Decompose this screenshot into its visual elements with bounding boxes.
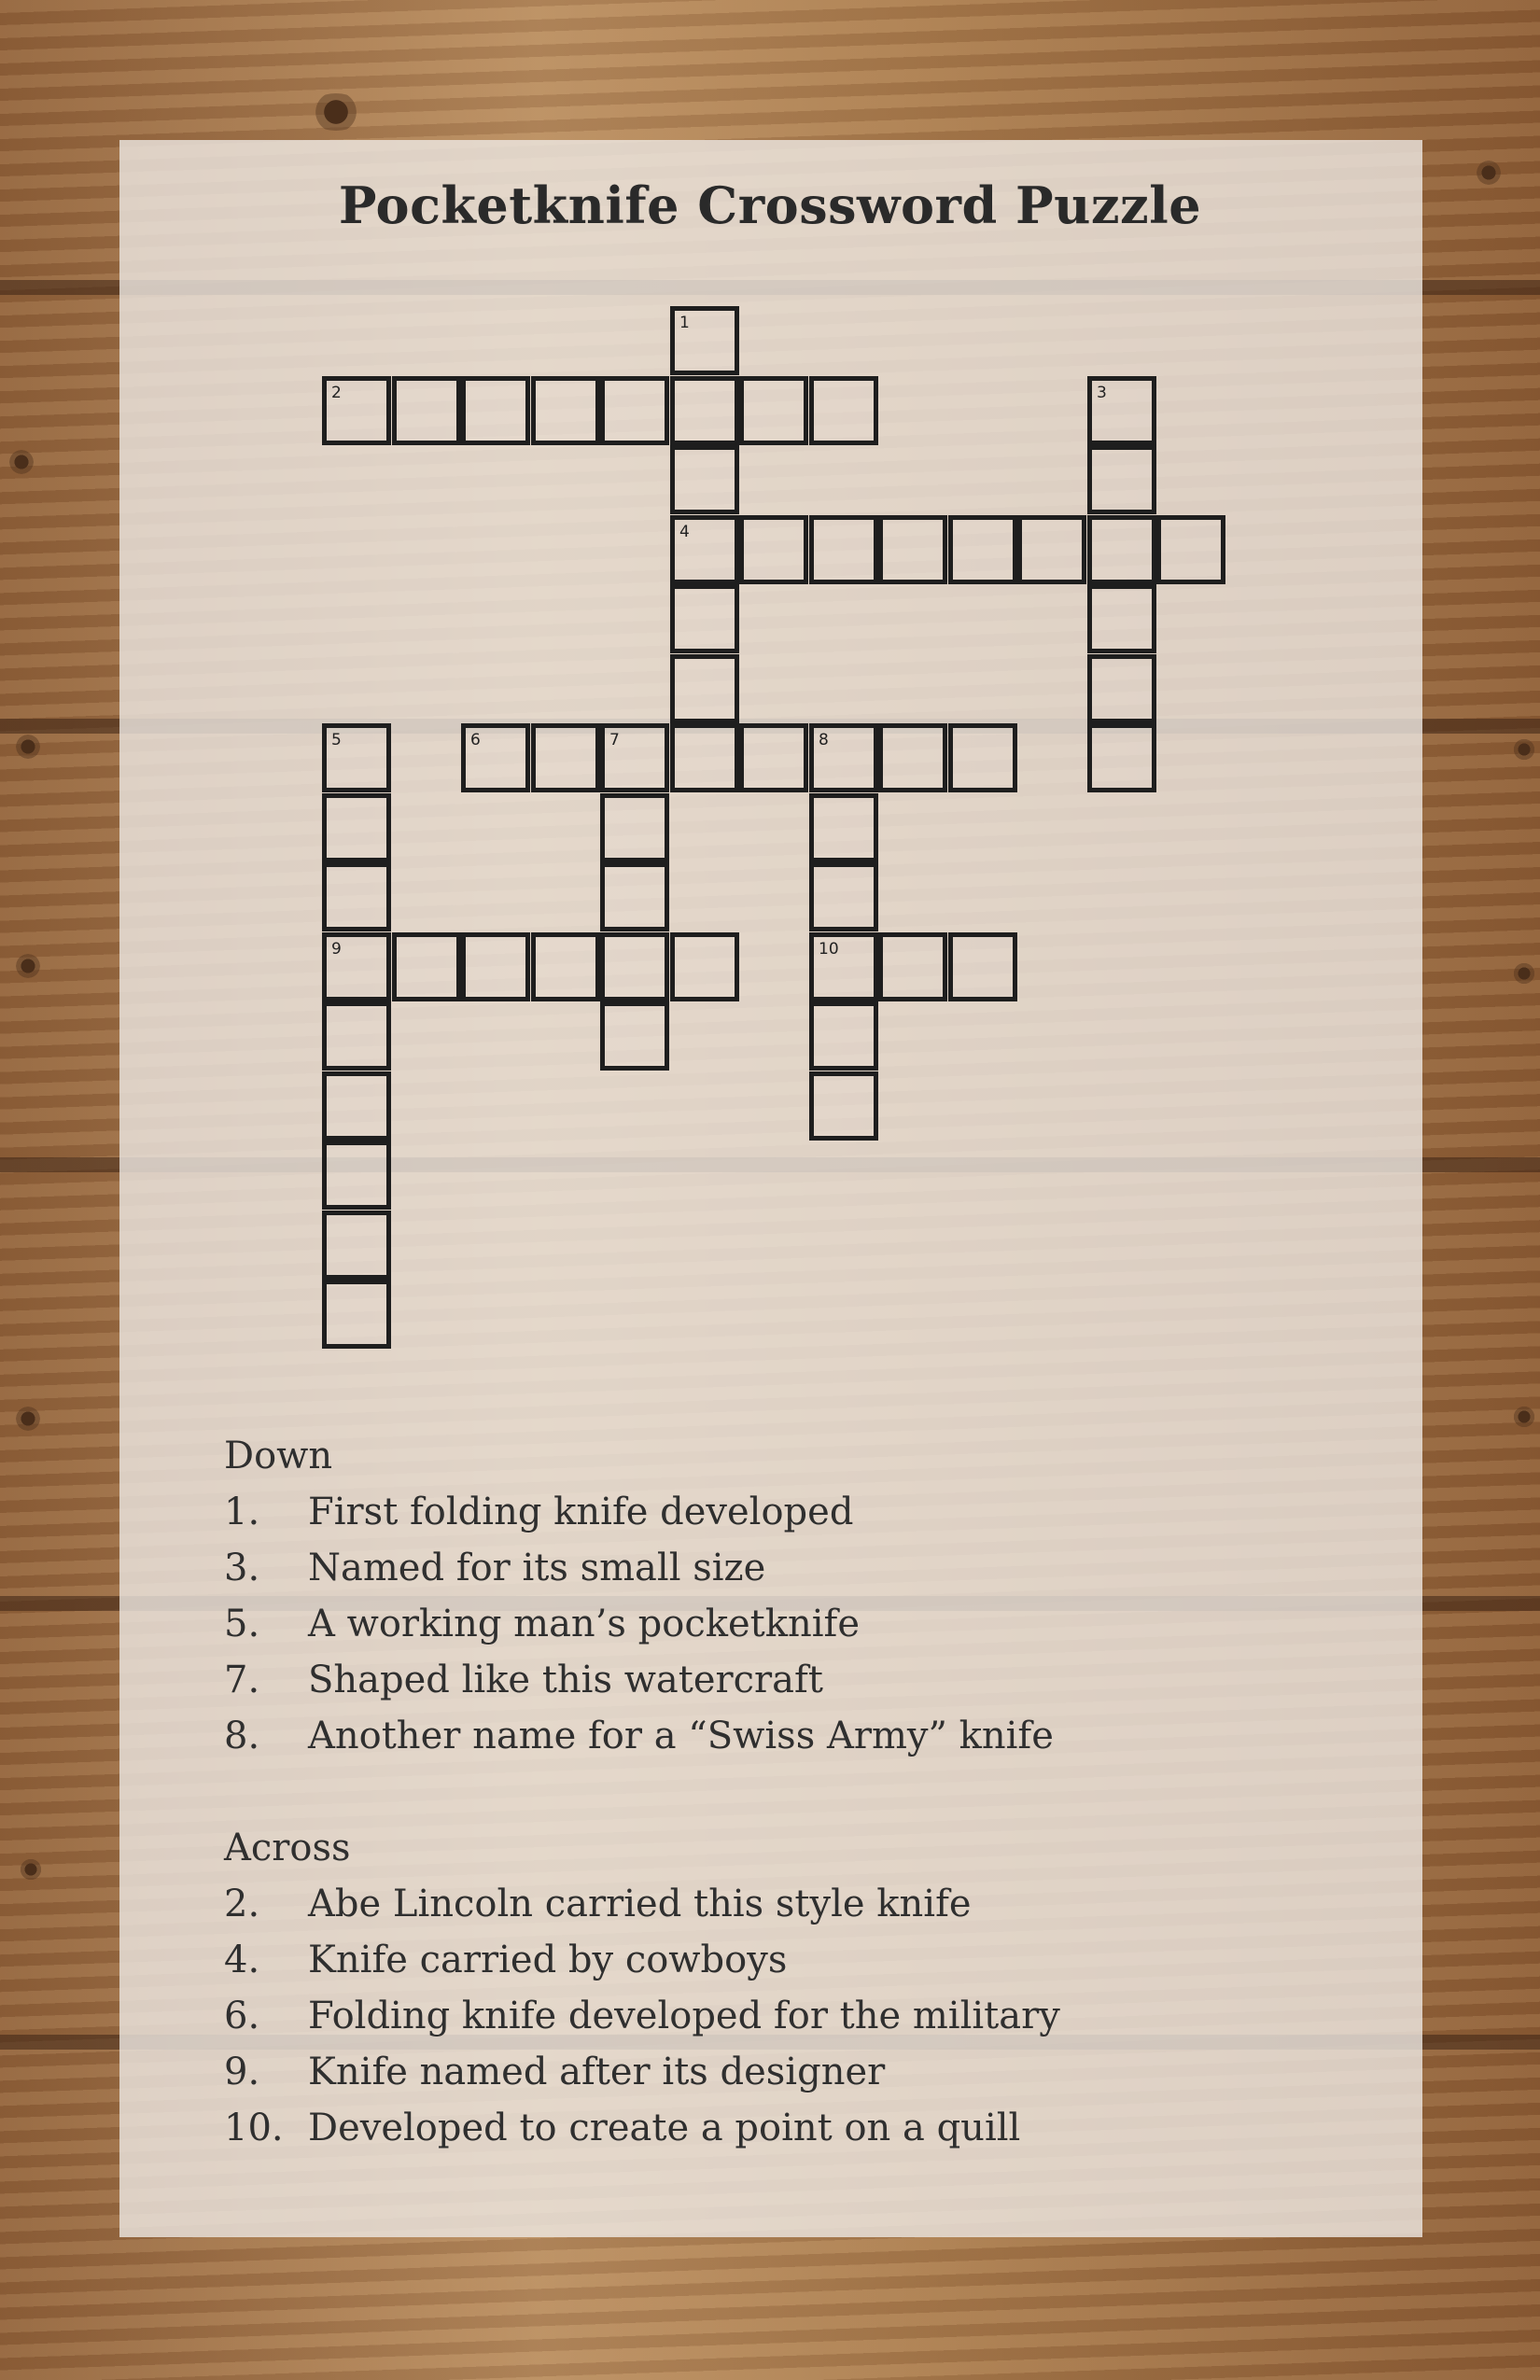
crossword-cell[interactable] bbox=[461, 376, 530, 445]
across-clue bbox=[224, 1932, 1344, 1988]
crossword-cell[interactable] bbox=[739, 723, 808, 792]
cell-number: 5 bbox=[331, 731, 342, 749]
crossword-cell[interactable] bbox=[670, 654, 739, 723]
clue-text: Named for its small size bbox=[308, 1547, 766, 1589]
clue-number: 4. bbox=[224, 1939, 260, 1981]
crossword-cell[interactable] bbox=[600, 932, 669, 1001]
crossword-cell[interactable] bbox=[322, 723, 391, 792]
down-clue bbox=[224, 1652, 1344, 1708]
clue-text: Folding knife developed for the military bbox=[308, 1995, 1060, 2037]
crossword-cell[interactable] bbox=[1087, 584, 1156, 653]
down-clue bbox=[224, 1540, 1344, 1596]
clue-list bbox=[224, 1428, 1344, 2156]
across-clue bbox=[224, 1988, 1344, 2044]
wood-knot-decoration bbox=[19, 1857, 43, 1882]
clue-number: 10. bbox=[224, 2107, 284, 2149]
crossword-cell[interactable] bbox=[809, 515, 878, 584]
wood-knot-decoration bbox=[14, 1405, 42, 1433]
crossword-cell[interactable] bbox=[322, 1071, 391, 1141]
clue-text: Developed to create a point on a quill bbox=[308, 2107, 1021, 2149]
crossword-cell[interactable] bbox=[322, 1141, 391, 1210]
down-heading: Down bbox=[224, 1435, 333, 1477]
crossword-cell[interactable] bbox=[670, 932, 739, 1001]
crossword-cell[interactable] bbox=[809, 932, 878, 1001]
crossword-cell[interactable] bbox=[322, 376, 391, 445]
clue-text: Shaped like this watercraft bbox=[308, 1659, 823, 1701]
cell-number: 7 bbox=[609, 731, 620, 749]
crossword-cell[interactable] bbox=[809, 793, 878, 862]
crossword-cell[interactable] bbox=[948, 515, 1017, 584]
crossword-cell[interactable] bbox=[1087, 723, 1156, 792]
crossword-cell[interactable] bbox=[878, 932, 947, 1001]
crossword-cell[interactable] bbox=[1087, 654, 1156, 723]
crossword-cell[interactable] bbox=[392, 932, 461, 1001]
clue-number: 9. bbox=[224, 2051, 260, 2093]
crossword-cell[interactable] bbox=[878, 515, 947, 584]
crossword-cell[interactable] bbox=[600, 1001, 669, 1071]
crossword-cell[interactable] bbox=[461, 932, 530, 1001]
crossword-cell[interactable] bbox=[670, 723, 739, 792]
clue-text: Knife carried by cowboys bbox=[308, 1939, 788, 1981]
crossword-cell[interactable] bbox=[531, 723, 600, 792]
clue-text: A working man’s pocketknife bbox=[308, 1603, 860, 1645]
clue-text: Another name for a “Swiss Army” knife bbox=[308, 1715, 1054, 1757]
crossword-cell[interactable] bbox=[322, 793, 391, 862]
cell-number: 4 bbox=[679, 523, 690, 541]
crossword-cell[interactable] bbox=[600, 723, 669, 792]
clue-number: 6. bbox=[224, 1995, 260, 2037]
crossword-cell[interactable] bbox=[600, 862, 669, 931]
across-clue bbox=[224, 1876, 1344, 1932]
crossword-cell[interactable] bbox=[739, 515, 808, 584]
crossword-cell[interactable] bbox=[322, 1280, 391, 1349]
crossword-cell[interactable] bbox=[1087, 376, 1156, 445]
crossword-cell[interactable] bbox=[948, 932, 1017, 1001]
crossword-cell[interactable] bbox=[1087, 515, 1156, 584]
page-title: Pocketknife Crossword Puzzle bbox=[338, 175, 1202, 235]
crossword-cell[interactable] bbox=[531, 376, 600, 445]
clue-text: Abe Lincoln carried this style knife bbox=[308, 1883, 972, 1925]
crossword-cell[interactable] bbox=[670, 584, 739, 653]
down-clue bbox=[224, 1708, 1344, 1764]
cell-number: 9 bbox=[331, 940, 342, 959]
crossword-cell[interactable] bbox=[392, 376, 461, 445]
clue-number: 3. bbox=[224, 1547, 260, 1589]
down-clue bbox=[224, 1484, 1344, 1540]
crossword-cell[interactable] bbox=[1156, 515, 1225, 584]
crossword-cell[interactable] bbox=[809, 1001, 878, 1071]
crossword-cell[interactable] bbox=[1017, 515, 1086, 584]
crossword-cell[interactable] bbox=[1087, 445, 1156, 514]
across-heading: Across bbox=[224, 1827, 351, 1869]
clue-text: First folding knife developed bbox=[308, 1491, 854, 1533]
crossword-cell[interactable] bbox=[322, 932, 391, 1001]
wood-knot-decoration bbox=[1512, 1405, 1536, 1429]
crossword-cell[interactable] bbox=[809, 723, 878, 792]
crossword-cell[interactable] bbox=[670, 306, 739, 375]
crossword-cell[interactable] bbox=[809, 376, 878, 445]
clue-number: 1. bbox=[224, 1491, 260, 1533]
crossword-cell[interactable] bbox=[809, 862, 878, 931]
cell-number: 10 bbox=[819, 940, 839, 959]
crossword-cell[interactable] bbox=[531, 932, 600, 1001]
crossword-cell[interactable] bbox=[322, 1001, 391, 1071]
clue-number: 8. bbox=[224, 1715, 260, 1757]
clue-number: 5. bbox=[224, 1603, 260, 1645]
across-clue bbox=[224, 2100, 1344, 2156]
crossword-cell[interactable] bbox=[322, 862, 391, 931]
crossword-cell[interactable] bbox=[670, 515, 739, 584]
crossword-cell[interactable] bbox=[670, 376, 739, 445]
cell-number: 2 bbox=[331, 384, 342, 402]
crossword-cell[interactable] bbox=[461, 723, 530, 792]
cell-number: 3 bbox=[1097, 384, 1107, 402]
spacer bbox=[224, 1764, 1344, 1820]
crossword-cell[interactable] bbox=[322, 1211, 391, 1280]
crossword-cell[interactable] bbox=[809, 1071, 878, 1141]
cell-number: 1 bbox=[679, 314, 690, 332]
crossword-cell[interactable] bbox=[948, 723, 1017, 792]
cell-number: 6 bbox=[470, 731, 481, 749]
down-clue bbox=[224, 1596, 1344, 1652]
crossword-cell[interactable] bbox=[878, 723, 947, 792]
crossword-cell[interactable] bbox=[670, 445, 739, 514]
cell-number: 8 bbox=[819, 731, 829, 749]
clue-number: 7. bbox=[224, 1659, 260, 1701]
crossword-cell[interactable] bbox=[600, 376, 669, 445]
clue-number: 2. bbox=[224, 1883, 260, 1925]
clue-text: Knife named after its designer bbox=[308, 2051, 886, 2093]
across-clue bbox=[224, 2044, 1344, 2100]
crossword-cell[interactable] bbox=[739, 376, 808, 445]
crossword-cell[interactable] bbox=[600, 793, 669, 862]
